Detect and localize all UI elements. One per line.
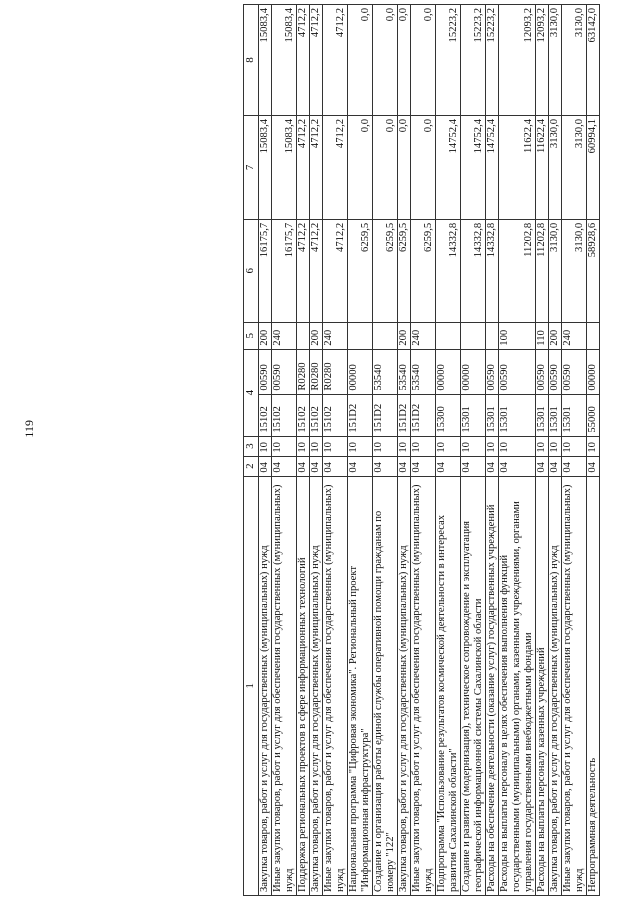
row-name-cell: Закупка товаров, работ и услуг для государственных (муниципальных) нужд [549,476,562,895]
target-article-code-cell: 151D2 [373,394,398,436]
section-code-cell: 04 [297,456,310,476]
expense-type-cell [297,322,310,349]
table-row [297,5,310,896]
section-code-cell: 04 [499,456,536,476]
amount-col8-cell: 0,0 [411,5,436,116]
section-code-cell: 04 [373,456,398,476]
section-code-cell: 04 [562,456,587,476]
amount-col8-cell: 4712,2 [323,5,348,116]
target-article-code-cell: 151D2 [411,394,436,436]
row-name-cell: Закупка товаров, работ и услуг для государственных (муниципальных) нужд [259,476,272,895]
table-row [323,5,348,896]
amount-col6-cell: 4712,2 [310,219,323,322]
row-name-cell: Создание и организация работы единой службы оперативной помощи гражданам по номеру "122" [373,476,398,895]
section-code-cell: 04 [323,456,348,476]
amount-col6-cell: 4712,2 [297,219,310,322]
amount-col7-cell: 3130,0 [549,115,562,219]
row-name-cell: Расходы на выплаты персоналу казенных учреждений [536,476,549,895]
table-row [411,5,436,896]
table-row [310,5,323,896]
subsection-code-cell: 10 [461,436,486,456]
amount-col8-cell: 15083,4 [272,5,297,116]
row-name-cell: Расходы на выплаты персоналу в целях обеспечения выполнения функций государственными (муниципальными) органами, казенными учреждениями, органами управления государственными внебюджетными фондами [499,476,536,895]
amount-col6-cell: 14332,8 [436,219,461,322]
subsection-code-cell: 10 [323,436,348,456]
amount-col6-cell: 3130,0 [549,219,562,322]
expense-type-cell [436,322,461,349]
amount-col7-cell: 4712,2 [297,115,310,219]
section-code-cell: 04 [259,456,272,476]
table-row [259,5,272,896]
target-article-code-cell: 15102 [272,394,297,436]
amount-col7-cell: 4712,2 [310,115,323,219]
target-article-suffix-cell: 00590 [562,349,587,394]
amount-col8-cell: 3130,0 [549,5,562,116]
section-code-cell: 04 [587,456,600,476]
amount-col8-cell: 15223,2 [436,5,461,116]
amount-col7-cell: 0,0 [348,115,373,219]
expense-type-cell: 200 [259,322,272,349]
table-row [499,5,536,896]
row-name-cell: Расходы на обеспечение деятельности (оказание услуг) государственных учреждений [486,476,499,895]
target-article-code-cell: 151D2 [348,394,373,436]
section-code-cell: 04 [348,456,373,476]
amount-col6-cell: 6259,5 [411,219,436,322]
amount-col7-cell: 14752,4 [436,115,461,219]
budget-table [243,4,600,896]
amount-col8-cell: 63142,0 [587,5,600,116]
row-name-cell: Создание и развитие (модернизация), техническое сопровождение и эксплуатация географической информационной системы Сахалинской области [461,476,486,895]
target-article-code-cell: 15300 [436,394,461,436]
table-row [272,5,297,896]
amount-col6-cell: 16175,7 [272,219,297,322]
expense-type-cell: 240 [272,322,297,349]
section-code-cell: 04 [310,456,323,476]
subsection-code-cell: 10 [499,436,536,456]
target-article-code-cell: 15102 [310,394,323,436]
header-cell: 1 [244,476,259,895]
expense-type-cell: 100 [499,322,536,349]
section-code-cell: 04 [436,456,461,476]
expense-type-cell [587,322,600,349]
target-article-suffix-cell: 00000 [436,349,461,394]
target-article-suffix-cell: 53540 [398,349,411,394]
header-cell: 3 [244,436,259,456]
row-name-cell: Иные закупки товаров, работ и услуг для обеспечения государственных (муниципальных) нужд [323,476,348,895]
target-article-suffix-cell: 00590 [499,349,536,394]
header-cell: 4 [244,349,259,436]
target-article-suffix-cell: 00590 [259,349,272,394]
section-code-cell: 04 [486,456,499,476]
expense-type-cell [461,322,486,349]
target-article-suffix-cell: 00000 [348,349,373,394]
table-row [373,5,398,896]
target-article-suffix-cell: 00000 [587,349,600,394]
amount-col6-cell: 6259,5 [348,219,373,322]
expense-type-cell: 200 [398,322,411,349]
amount-col8-cell: 4712,2 [297,5,310,116]
amount-col6-cell: 11202,8 [536,219,549,322]
amount-col6-cell: 3130,0 [562,219,587,322]
row-name-cell: Национальная программа "Цифровая экономика". Региональный проект "Информационная инфраструктура" [348,476,373,895]
expense-type-cell: 240 [411,322,436,349]
target-article-suffix-cell: R0280 [323,349,348,394]
page-number: 119 [22,420,36,438]
table-row [549,5,562,896]
target-article-suffix-cell: 00590 [272,349,297,394]
amount-col7-cell: 3130,0 [562,115,587,219]
target-article-code-cell: 151D2 [398,394,411,436]
target-article-suffix-cell: 00590 [536,349,549,394]
table-row [486,5,499,896]
target-article-suffix-cell: 00000 [461,349,486,394]
row-name-cell: Иные закупки товаров, работ и услуг для обеспечения государственных (муниципальных) нужд [411,476,436,895]
target-article-suffix-cell: 53540 [411,349,436,394]
target-article-code-cell: 15301 [549,394,562,436]
target-article-code-cell: 15301 [461,394,486,436]
subsection-code-cell: 10 [486,436,499,456]
subsection-code-cell: 10 [373,436,398,456]
section-code-cell: 04 [549,456,562,476]
expense-type-cell [348,322,373,349]
amount-col8-cell: 0,0 [373,5,398,116]
target-article-code-cell: 15301 [499,394,536,436]
expense-type-cell: 240 [323,322,348,349]
row-name-cell: Непрограммная деятельность [587,476,600,895]
amount-col7-cell: 15083,4 [272,115,297,219]
target-article-suffix-cell: 53540 [373,349,398,394]
expense-type-cell: 240 [562,322,587,349]
amount-col6-cell: 16175,7 [259,219,272,322]
row-name-cell: Иные закупки товаров, работ и услуг для обеспечения государственных (муниципальных) нужд [272,476,297,895]
amount-col6-cell: 6259,5 [398,219,411,322]
expense-type-cell: 110 [536,322,549,349]
target-article-code-cell: 15301 [486,394,499,436]
expense-type-cell [373,322,398,349]
amount-col6-cell: 14332,8 [461,219,486,322]
subsection-code-cell: 10 [297,436,310,456]
target-article-suffix-cell: R0280 [297,349,310,394]
amount-col7-cell: 0,0 [411,115,436,219]
amount-col7-cell: 60994,1 [587,115,600,219]
header-row [244,5,259,896]
table-row [348,5,373,896]
target-article-code-cell: 15301 [536,394,549,436]
amount-col8-cell: 0,0 [398,5,411,116]
subsection-code-cell: 10 [259,436,272,456]
header-cell: 6 [244,219,259,322]
row-name-cell: Закупка товаров, работ и услуг для государственных (муниципальных) нужд [398,476,411,895]
table-row [398,5,411,896]
amount-col7-cell: 11622,4 [536,115,549,219]
target-article-suffix-cell: 00590 [549,349,562,394]
header-cell: 5 [244,322,259,349]
amount-col8-cell: 4712,2 [310,5,323,116]
table-row [587,5,600,896]
target-article-code-cell: 15102 [297,394,310,436]
subsection-code-cell: 10 [398,436,411,456]
amount-col8-cell: 12093,2 [536,5,549,116]
amount-col7-cell: 14752,4 [486,115,499,219]
header-cell: 7 [244,115,259,219]
amount-col8-cell: 15223,2 [486,5,499,116]
expense-type-cell: 200 [549,322,562,349]
amount-col7-cell: 11622,4 [499,115,536,219]
target-article-code-cell: 55000 [587,394,600,436]
subsection-code-cell: 10 [562,436,587,456]
header-cell: 2 [244,456,259,476]
subsection-code-cell: 10 [436,436,461,456]
row-name-cell: Подпрограмма "Использование результатов космической деятельности в интересах развития Сахалинской области" [436,476,461,895]
amount-col8-cell: 0,0 [348,5,373,116]
section-code-cell: 04 [411,456,436,476]
section-code-cell: 04 [536,456,549,476]
row-name-cell: Иные закупки товаров, работ и услуг для обеспечения государственных (муниципальных) нужд [562,476,587,895]
row-name-cell: Поддержка региональных проектов в сфере информационных технологий [297,476,310,895]
target-article-suffix-cell: R0280 [310,349,323,394]
table-row [562,5,587,896]
amount-col7-cell: 0,0 [398,115,411,219]
section-code-cell: 04 [461,456,486,476]
subsection-code-cell: 10 [348,436,373,456]
subsection-code-cell: 10 [310,436,323,456]
amount-col7-cell: 14752,4 [461,115,486,219]
amount-col6-cell: 6259,5 [373,219,398,322]
table-row [461,5,486,896]
target-article-code-cell: 15102 [259,394,272,436]
amount-col8-cell: 15083,4 [259,5,272,116]
expense-type-cell [486,322,499,349]
header-cell: 8 [244,5,259,116]
target-article-suffix-cell: 00590 [486,349,499,394]
subsection-code-cell: 10 [549,436,562,456]
amount-col8-cell: 15223,2 [461,5,486,116]
amount-col6-cell: 14332,8 [486,219,499,322]
amount-col6-cell: 4712,2 [323,219,348,322]
row-name-cell: Закупка товаров, работ и услуг для государственных (муниципальных) нужд [310,476,323,895]
expense-type-cell: 200 [310,322,323,349]
amount-col6-cell: 58928,6 [587,219,600,322]
amount-col6-cell: 11202,8 [499,219,536,322]
target-article-code-cell: 15301 [562,394,587,436]
table-row [436,5,461,896]
subsection-code-cell: 10 [587,436,600,456]
amount-col7-cell: 15083,4 [259,115,272,219]
subsection-code-cell: 10 [536,436,549,456]
amount-col7-cell: 0,0 [373,115,398,219]
amount-col7-cell: 4712,2 [323,115,348,219]
amount-col8-cell: 12093,2 [499,5,536,116]
table-row [536,5,549,896]
subsection-code-cell: 10 [272,436,297,456]
subsection-code-cell: 10 [411,436,436,456]
section-code-cell: 04 [272,456,297,476]
target-article-code-cell: 15102 [323,394,348,436]
amount-col8-cell: 3130,0 [562,5,587,116]
section-code-cell: 04 [398,456,411,476]
